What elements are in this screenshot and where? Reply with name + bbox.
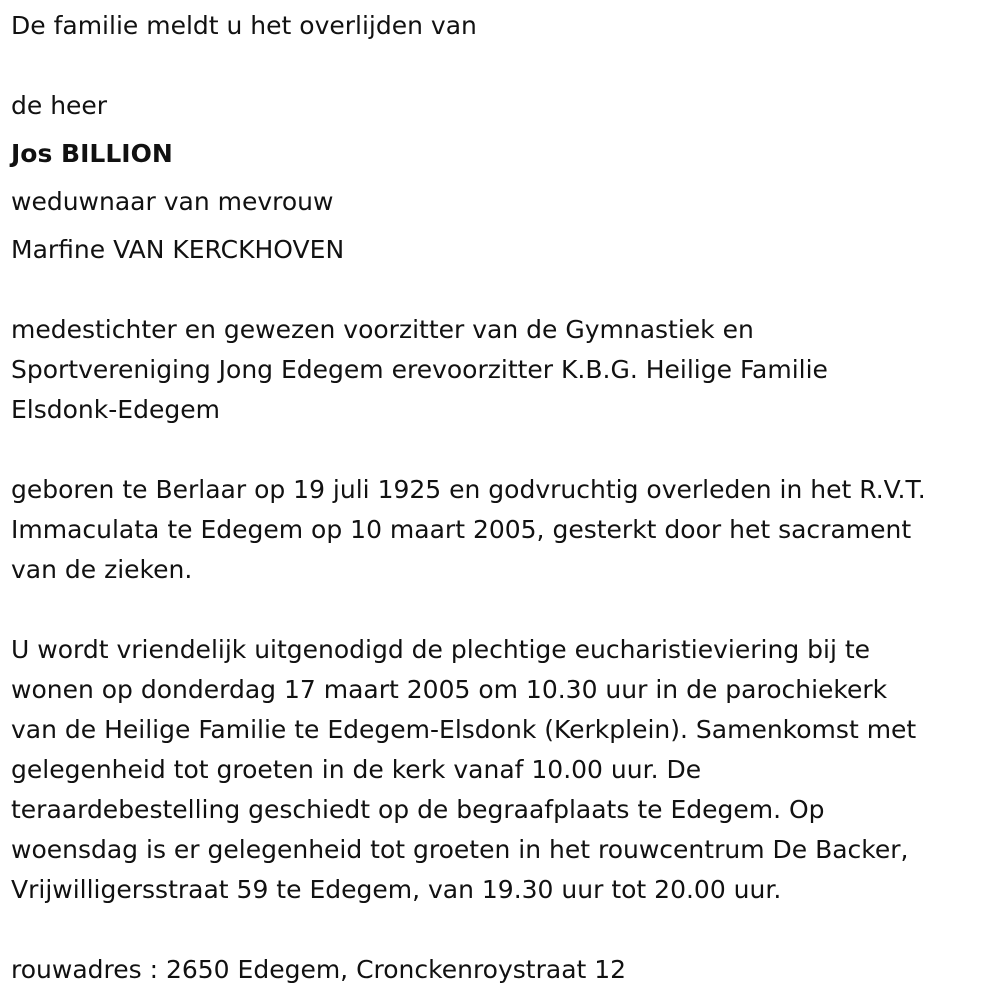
birth-death-line: geboren te Berlaar op 19 juli 1925 en godvruchtig overleden in het R.V.T. [11,475,926,504]
salutation: de heer [11,91,108,120]
roles-line: medestichter en gewezen voorzitter van de Gymnastiek en [11,315,754,344]
roles-line: Sportvereniging Jong Edegem erevoorzitter K.B.G. Heilige Familie [11,355,828,384]
invitation-line: woensdag is er gelegenheid tot groeten in het rouwcentrum De Backer, [11,835,909,864]
invitation-line: gelegenheid tot groeten in de kerk vanaf 10.00 uur. De [11,755,702,784]
mourning-address: rouwadres : 2650 Edegem, Cronckenroystraat 12 [11,955,627,984]
invitation-line: van de Heilige Familie te Edegem-Elsdonk (Kerkplein). Samenkomst met [11,715,917,744]
birth-death-line: Immaculata te Edegem op 10 maart 2005, gesterkt door het sacrament [11,515,912,544]
deceased-name: Jos BILLION [11,139,173,168]
invitation-line: teraardebestelling geschiedt op de begraafplaats te Edegem. Op [11,795,825,824]
intro-line: De familie meldt u het overlijden van [11,11,477,40]
invitation-line: Vrijwilligersstraat 59 te Edegem, van 19.30 uur tot 20.00 uur. [11,875,782,904]
spouse-name: Marfine VAN KERCKHOVEN [11,235,345,264]
widower-line: weduwnaar van mevrouw [11,187,334,216]
invitation-line: wonen op donderdag 17 maart 2005 om 10.30 uur in de parochiekerk [11,675,888,704]
birth-death-line: van de zieken. [11,555,193,584]
invitation-line: U wordt vriendelijk uitgenodigd de plechtige eucharistieviering bij te [11,635,871,664]
roles-line: Elsdonk-Edegem [11,395,220,424]
